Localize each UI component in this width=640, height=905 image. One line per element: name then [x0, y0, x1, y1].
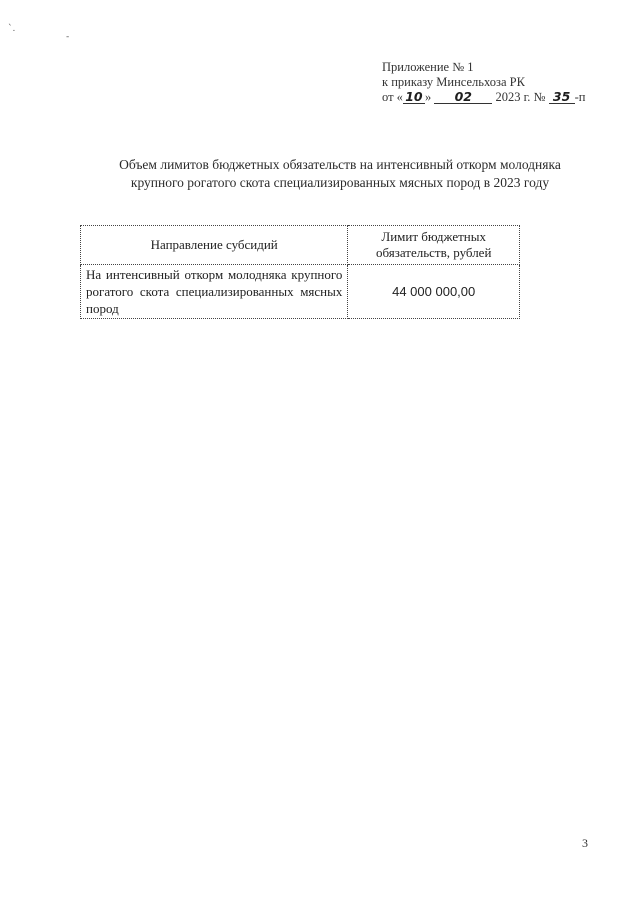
page-number: 3	[582, 836, 588, 850]
title-line-2: крупного рогатого скота специализированных мясных пород в 2023 году	[130, 175, 550, 190]
header-limit: Лимит бюджетных обязательств, рублей	[348, 226, 520, 265]
appendix-order-reference: к приказу Минсельхоза РК	[382, 75, 525, 89]
order-number-suffix: -п	[574, 90, 586, 104]
appendix-number: Приложение № 1	[382, 60, 474, 74]
subsidy-direction-cell: На интенсивный откорм молодняка крупного рогатого скота специализированных мясных пород	[81, 265, 348, 319]
appendix-header	[382, 60, 632, 105]
date-quote-close: »	[424, 90, 432, 104]
header-direction: Направление субсидий	[81, 226, 348, 265]
document-title	[60, 156, 620, 192]
date-prefix: от «	[382, 90, 403, 104]
budget-limit-cell: 44 000 000,00	[348, 265, 520, 319]
scan-artifact-mark: -	[66, 32, 70, 42]
year-text: 2023 г. №	[495, 90, 546, 104]
appendix-date-line	[382, 90, 632, 105]
handwritten-month: 02	[434, 90, 492, 104]
table-header-row	[81, 226, 520, 265]
handwritten-order-number: 35	[549, 90, 575, 104]
title-line-1: Объем лимитов бюджетных обязательств на интенсивный откорм молодняка	[119, 157, 561, 172]
scan-artifact-mark: `.	[8, 24, 16, 34]
subsidy-limits-table	[80, 225, 520, 319]
table-row	[81, 265, 520, 319]
handwritten-day: 10	[403, 90, 425, 104]
